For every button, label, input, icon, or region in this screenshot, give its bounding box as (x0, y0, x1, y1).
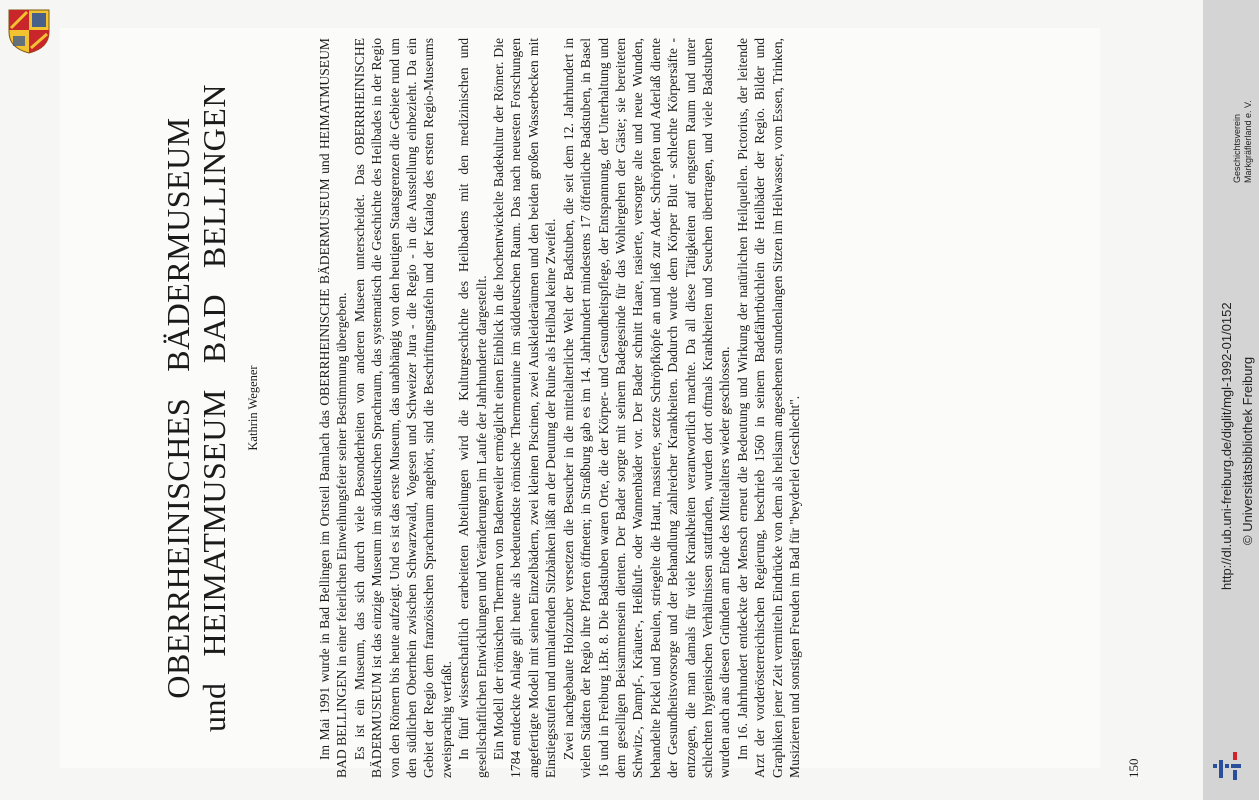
society-name-line-2: Markgräflerland e. V. (1243, 100, 1253, 183)
title-word: BELLINGEN (196, 84, 232, 269)
author-name: Kathrin Wegener (246, 365, 260, 451)
paragraph: Es ist ein Museum, das sich durch viele Besonderheiten von anderen Museen unterscheidet. Das OBERRHEINISCHE BÄDERMUSEUM ist das einzige Museum im süddeutschen Sprachraum, das systematisch die Geschichte des Heilbades in der Regio von den Römern bis heute aufzeigt. Und es ist das erste Museum, das unabhängig von den heutigen Staatsgrenzen die Gebiete rund um den südlichen Oberrhein zwischen Schwarzwald, Vogesen und Schweizer Jura - die Regio - in die Ausstellung einbezieht. Da ein Gebiet der Regio dem französischen Sprachraum angehört, sind die Beschriftungstafeln und der Katalog des ersten Regio-Museums zweisprachig verfaßt. (351, 38, 454, 778)
paragraph: In fünf wissenschaftlich erarbeiteten Abteilungen wird die Kulturgeschichte des Heilbadens mit den medizinischen und gesellschaftlichen Entwicklungen und Veränderungen im Laufe der Jahrhunderte dargestellt. (456, 38, 489, 778)
paragraph: Ein Modell der römischen Thermen von Badenweiler ermöglicht einen Einblick in die hochentwickelte Badekultur der Römer. Die 1784 entdeckte Anlage gilt heute als bedeutendste römische Thermenruine im süddeutschen Raum. Das nach neuesten Forschungen angefertigte Modell mit seinen Einzelbädern, zwei kleinen Piscinen, zwei Auskleideräumen und den beiden großen Wasserbecken mit Einstiegsstufen und umlaufenden Sitzbänken läßt an der Deutung der Ruine als Heilbad keine Zweifel. (491, 38, 559, 778)
copyright-notice: © Universitätsbibliothek Freiburg (1240, 356, 1255, 545)
article-body (316, 38, 803, 778)
article-title (160, 68, 232, 748)
page-number: 150 (1126, 758, 1141, 778)
title-word: BÄDERMUSEUM (160, 117, 196, 372)
title-word: und (196, 682, 232, 732)
title-line-2 (196, 68, 232, 748)
title-line-1 (160, 68, 196, 748)
university-library-logo-icon (1211, 748, 1245, 782)
scanned-sheet (60, 28, 1141, 778)
paragraph: Zwei nachgebaute Holzzuber versetzen die Besucher in die mittelalterliche Welt der Badstuben, die seit dem 12. Jahrhundert in vielen Städten der Regio ihre Pforten öffneten; in Straßburg gab es im 14. Jahrhundert mindestens 17 öffentliche Badstuben, in Basel 16 und in Freiburg i.Br. 8. Die Badstuben waren Orte, die der Körper- und Gesundheitspflege, der Entspannung, der Unterhaltung und dem geselligen Beisammensein dienten. Der Bader sorgte mit seinem Badegesinde für das Wohlergehen der Gäste; sie bereiteten Schwitz-, Dampf-, Kräuter-, Heißluft- oder Wannenbäder vor. Der Bader schnitt Haare, rasierte, versorgte alte und neue Wunden, behandelte Pickel und Beulen, striegelte die Haut, massierte, setzte Schröpfköpfe an und ließ zur Ader. Schröpfen und Aderlaß diente der Gesundheitsvorsorge und der Behandlung zahlreicher Krankheiten. Dadurch wurde dem Körper Blut - schlechte Körpersäfte - entzogen, die man damals für viele Krankheiten verantwortlich machte. Da all diese Tätigkeiten auf engstem Raum und unter schlechten hygienischen Verhältnissen stattfanden, wurden dort oftmals Krankheiten und Seuchen übertragen, und viele Badstuben wurden auch aus diesen Gründen am Ende des Mittelalters wieder geschlossen. (560, 38, 733, 778)
paragraph: Im 16. Jahrhundert entdeckte der Mensch erneut die Bedeutung und Wirkung der natürlichen Heilquellen. Pictorius, der leitende Arzt der vorderösterreichischen Regierung, beschrieb 1560 in seinem Badefährtbüchlein die Heilbäder der Regio. Bilder und Graphiken jener Zeit vermitteln Eindrücke von dem als heilsam angesehenen stundenlangen Sitzen im Heilwasser, vom Essen, Trinken, Musizieren und sonstigen Freuden im Bad für "beyderlei Geschlecht". (734, 38, 802, 778)
title-word: HEIMATMUSEUM (196, 389, 232, 657)
rotated-page-content (160, 38, 1160, 778)
title-word: OBERRHEINISCHES (160, 397, 196, 699)
title-word: BAD (196, 294, 232, 364)
permalink-url[interactable]: http://dl.ub.uni-freiburg.de/diglit/mgl-1992-01/0152 (1219, 302, 1234, 590)
society-name-line-1: Geschichtsverein (1232, 113, 1242, 183)
society-crest-icon (7, 8, 51, 54)
paragraph: Im Mai 1991 wurde in Bad Bellingen im Ortsteil Bamlach das OBERRHEINISCHE BÄDERMUSEUM und HEIMATMUSEUM BAD BELLINGEN in einer feierlichen Einweihungsfeier seiner Bestimmung übergeben. (317, 38, 350, 778)
